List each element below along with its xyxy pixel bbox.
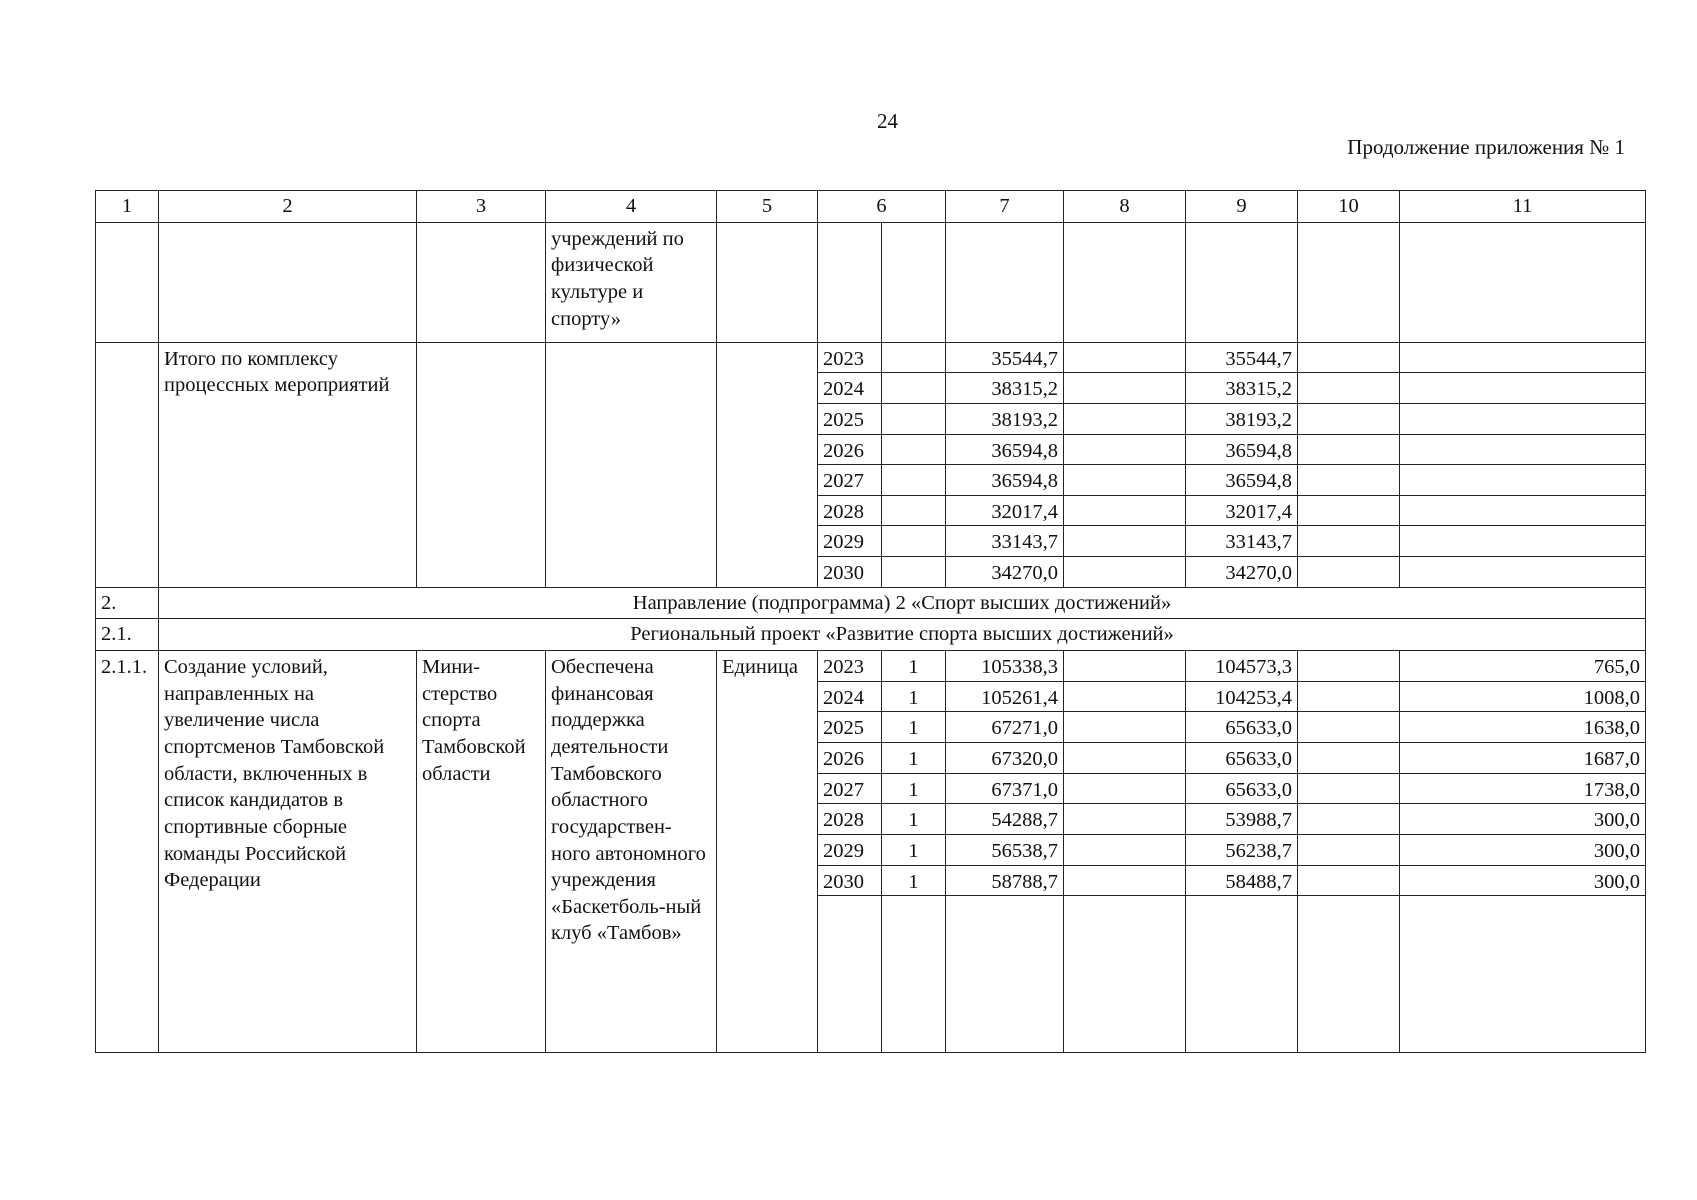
header-cell: 9 <box>1186 191 1298 223</box>
year-cell: 2024 <box>818 681 882 712</box>
cell <box>1298 222 1400 342</box>
header-cell: 11 <box>1400 191 1646 223</box>
amount-col10 <box>1298 742 1400 773</box>
item-number: 2.1.1. <box>96 651 159 1053</box>
quantity-cell: 1 <box>882 834 946 865</box>
project-row <box>96 619 1646 651</box>
amount-col7: 34270,0 <box>946 557 1064 588</box>
cell <box>1298 896 1400 1053</box>
amount-col8 <box>1064 681 1186 712</box>
year-cell: 2026 <box>818 434 882 465</box>
amount-col7: 56538,7 <box>946 834 1064 865</box>
amount-col11 <box>1400 342 1646 373</box>
amount-col9: 65633,0 <box>1186 742 1298 773</box>
year-cell: 2030 <box>818 865 882 896</box>
year-cell: 2024 <box>818 373 882 404</box>
quantity-cell: 1 <box>882 773 946 804</box>
amount-col9: 36594,8 <box>1186 434 1298 465</box>
amount-col7: 67371,0 <box>946 773 1064 804</box>
cell <box>1064 896 1186 1053</box>
item-unit: Единица <box>717 651 818 1053</box>
item-executor: Мини-стерство спорта Тамбовской области <box>417 651 546 1053</box>
amount-col8 <box>1064 465 1186 496</box>
year-cell: 2028 <box>818 804 882 835</box>
cell <box>1400 222 1646 342</box>
quantity-cell <box>882 465 946 496</box>
amount-col9: 33143,7 <box>1186 526 1298 557</box>
amount-col10 <box>1298 495 1400 526</box>
amount-col9: 36594,8 <box>1186 465 1298 496</box>
amount-col7: 36594,8 <box>946 434 1064 465</box>
cell <box>882 896 946 1053</box>
amount-col10 <box>1298 834 1400 865</box>
amount-col10 <box>1298 403 1400 434</box>
cell <box>546 342 717 587</box>
amount-col11: 300,0 <box>1400 834 1646 865</box>
year-cell: 2026 <box>818 742 882 773</box>
quantity-cell: 1 <box>882 865 946 896</box>
amount-col9: 34270,0 <box>1186 557 1298 588</box>
cell <box>1186 222 1298 342</box>
amount-col7: 67271,0 <box>946 712 1064 743</box>
amount-col11 <box>1400 526 1646 557</box>
year-cell: 2025 <box>818 403 882 434</box>
item-result: Обеспечена финансовая поддержка деятельности Тамбовского областного государствен-ного автономного учреждения «Баскетболь-ный клуб «Тамбов» <box>546 651 717 1053</box>
page-number: 24 <box>877 109 898 133</box>
amount-col8 <box>1064 651 1186 682</box>
direction-row <box>96 587 1646 619</box>
amount-col11: 1638,0 <box>1400 712 1646 743</box>
amount-col11: 1738,0 <box>1400 773 1646 804</box>
cell <box>946 222 1064 342</box>
amount-col11: 1687,0 <box>1400 742 1646 773</box>
amount-col8 <box>1064 773 1186 804</box>
amount-col11 <box>1400 495 1646 526</box>
header-cell: 4 <box>546 191 717 223</box>
quantity-cell <box>882 342 946 373</box>
quantity-cell: 1 <box>882 651 946 682</box>
item-name: Создание условий, направленных на увеличение числа спортсменов Тамбовской области, включенных в список кандидатов в спортивные сборные команды Российской Федерации <box>159 651 417 1053</box>
quantity-cell: 1 <box>882 742 946 773</box>
amount-col10 <box>1298 373 1400 404</box>
amount-col9: 35544,7 <box>1186 342 1298 373</box>
amount-col8 <box>1064 834 1186 865</box>
amount-col9: 58488,7 <box>1186 865 1298 896</box>
header-cell: 8 <box>1064 191 1186 223</box>
amount-col10 <box>1298 681 1400 712</box>
header-cell: 5 <box>717 191 818 223</box>
amount-col10 <box>1298 865 1400 896</box>
year-cell: 2029 <box>818 834 882 865</box>
quantity-cell <box>882 526 946 557</box>
cell <box>96 222 159 342</box>
section-number: 2. <box>96 587 159 619</box>
year-cell: 2023 <box>818 342 882 373</box>
amount-col8 <box>1064 557 1186 588</box>
amount-col11: 300,0 <box>1400 865 1646 896</box>
budget-table <box>95 190 1646 1053</box>
cell <box>417 342 546 587</box>
amount-col11: 300,0 <box>1400 804 1646 835</box>
amount-col10 <box>1298 773 1400 804</box>
amount-col9: 38315,2 <box>1186 373 1298 404</box>
appendix-subtitle: Продолжение приложения № 1 <box>1347 135 1625 159</box>
amount-col9: 38193,2 <box>1186 403 1298 434</box>
year-cell: 2023 <box>818 651 882 682</box>
cell <box>717 342 818 587</box>
amount-col8 <box>1064 495 1186 526</box>
cell <box>1186 896 1298 1053</box>
item-row <box>96 651 1646 682</box>
quantity-cell <box>882 403 946 434</box>
amount-col8 <box>1064 742 1186 773</box>
amount-col10 <box>1298 651 1400 682</box>
amount-col7: 38315,2 <box>946 373 1064 404</box>
amount-col7: 36594,8 <box>946 465 1064 496</box>
amount-col9: 65633,0 <box>1186 773 1298 804</box>
cell <box>159 222 417 342</box>
amount-col7: 105261,4 <box>946 681 1064 712</box>
amount-col7: 35544,7 <box>946 342 1064 373</box>
amount-col9: 65633,0 <box>1186 712 1298 743</box>
amount-col8 <box>1064 342 1186 373</box>
amount-col8 <box>1064 434 1186 465</box>
amount-col8 <box>1064 373 1186 404</box>
amount-col7: 54288,7 <box>946 804 1064 835</box>
year-cell: 2027 <box>818 773 882 804</box>
amount-col9: 53988,7 <box>1186 804 1298 835</box>
quantity-cell <box>882 557 946 588</box>
quantity-cell <box>882 434 946 465</box>
year-cell: 2029 <box>818 526 882 557</box>
amount-col7: 33143,7 <box>946 526 1064 557</box>
amount-col7: 38193,2 <box>946 403 1064 434</box>
amount-col7: 67320,0 <box>946 742 1064 773</box>
amount-col9: 104253,4 <box>1186 681 1298 712</box>
amount-col10 <box>1298 342 1400 373</box>
cell <box>946 896 1064 1053</box>
amount-col11: 1008,0 <box>1400 681 1646 712</box>
header-row <box>96 191 1646 223</box>
amount-col7: 58788,7 <box>946 865 1064 896</box>
header-cell: 3 <box>417 191 546 223</box>
amount-col10 <box>1298 804 1400 835</box>
total-row <box>96 342 1646 373</box>
amount-col9: 104573,3 <box>1186 651 1298 682</box>
quantity-cell <box>882 495 946 526</box>
cell <box>417 222 546 342</box>
header-cell: 6 <box>818 191 946 223</box>
quantity-cell <box>882 373 946 404</box>
section-number: 2.1. <box>96 619 159 651</box>
amount-col10 <box>1298 526 1400 557</box>
amount-col11 <box>1400 434 1646 465</box>
year-cell: 2028 <box>818 495 882 526</box>
cell <box>818 896 882 1053</box>
header-cell: 10 <box>1298 191 1400 223</box>
amount-col8 <box>1064 804 1186 835</box>
header-cell: 7 <box>946 191 1064 223</box>
amount-col10 <box>1298 465 1400 496</box>
amount-col8 <box>1064 865 1186 896</box>
quantity-cell: 1 <box>882 681 946 712</box>
amount-col9: 56238,7 <box>1186 834 1298 865</box>
section-title: Направление (подпрограмма) 2 «Спорт высших достижений» <box>159 587 1646 619</box>
amount-col8 <box>1064 403 1186 434</box>
continuation-row <box>96 222 1646 342</box>
cell <box>818 222 882 342</box>
cell <box>717 222 818 342</box>
section-title: Региональный проект «Развитие спорта высших достижений» <box>159 619 1646 651</box>
amount-col10 <box>1298 557 1400 588</box>
amount-col11 <box>1400 465 1646 496</box>
cell <box>1400 896 1646 1053</box>
quantity-cell: 1 <box>882 712 946 743</box>
year-cell: 2027 <box>818 465 882 496</box>
cell <box>882 222 946 342</box>
amount-col7: 105338,3 <box>946 651 1064 682</box>
quantity-cell: 1 <box>882 804 946 835</box>
amount-col9: 32017,4 <box>1186 495 1298 526</box>
amount-col8 <box>1064 712 1186 743</box>
amount-col8 <box>1064 526 1186 557</box>
amount-col11 <box>1400 403 1646 434</box>
amount-col11 <box>1400 373 1646 404</box>
amount-col10 <box>1298 434 1400 465</box>
header-cell: 1 <box>96 191 159 223</box>
continuation-text: учреждений по физической культуре и спорту» <box>546 222 717 342</box>
year-cell: 2025 <box>818 712 882 743</box>
cell <box>96 342 159 587</box>
cell <box>1064 222 1186 342</box>
amount-col7: 32017,4 <box>946 495 1064 526</box>
amount-col10 <box>1298 712 1400 743</box>
amount-col11: 765,0 <box>1400 651 1646 682</box>
year-cell: 2030 <box>818 557 882 588</box>
header-cell: 2 <box>159 191 417 223</box>
total-label: Итого по комплексу процессных мероприятий <box>159 342 417 587</box>
amount-col11 <box>1400 557 1646 588</box>
